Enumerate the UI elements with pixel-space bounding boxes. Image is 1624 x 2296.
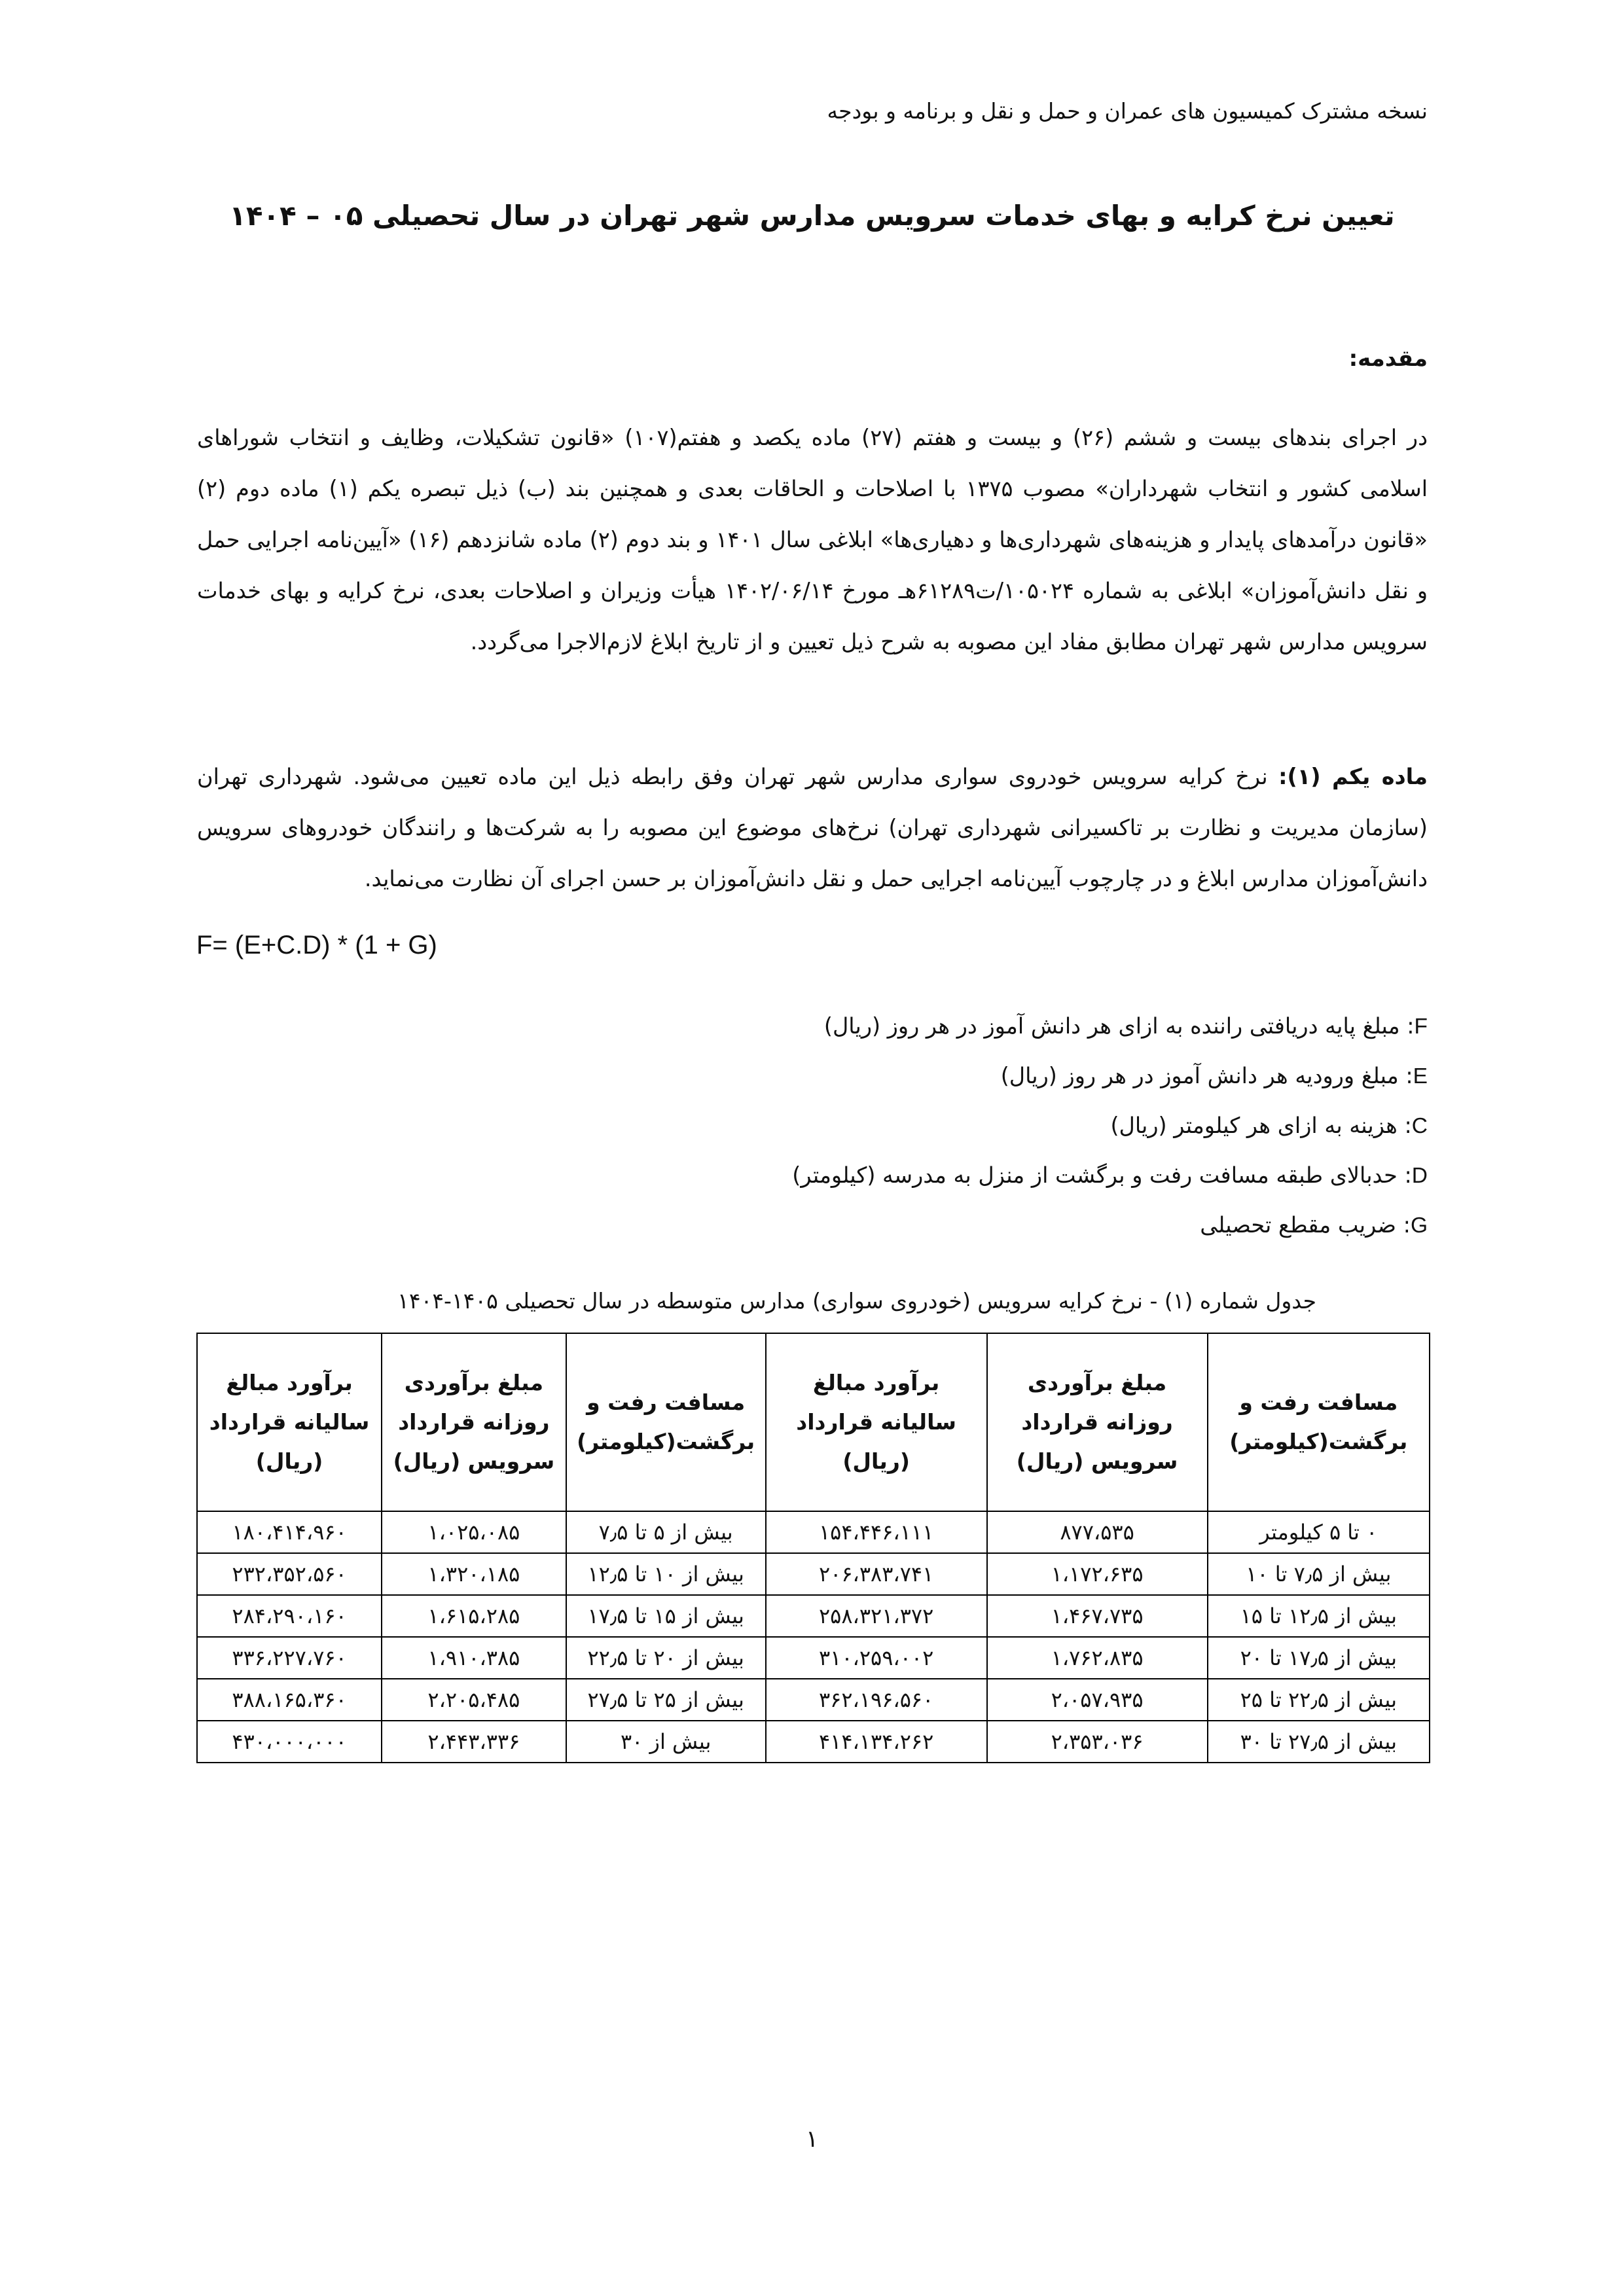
header-annual-amount: برآورد مبالغ سالیانه قرارداد (ریال) (766, 1333, 987, 1511)
table-cell: ۱،۶۱۵،۲۸۵ (382, 1595, 566, 1637)
table-cell: بیش از ۲۲٫۵ تا ۲۵ (1208, 1679, 1430, 1721)
fare-table (196, 1333, 1430, 1763)
table-row (197, 1595, 1430, 1637)
table-cell: ۲۸۴،۲۹۰،۱۶۰ (197, 1595, 382, 1637)
table-cell: بیش از ۱۰ تا ۱۲٫۵ (566, 1553, 766, 1595)
table-cell: ۱،۳۲۰،۱۸۵ (382, 1553, 566, 1595)
table-cell: ۲،۴۴۳،۳۳۶ (382, 1721, 566, 1763)
definition-item (792, 1051, 1428, 1101)
table-cell: بیش از ۲۷٫۵ تا ۳۰ (1208, 1721, 1430, 1763)
page-title: تعیین نرخ کرایه و بهای خدمات سرویس مدارس شهر تهران در سال تحصیلی ۰۵ – ۱۴۰۴ (229, 200, 1395, 232)
table-cell: ۱،۷۶۲،۸۳۵ (987, 1637, 1208, 1679)
header-note: نسخه مشترک کمیسیون های عمران و حمل و نقل و برنامه و بودجه (827, 98, 1428, 124)
table-cell: ۲،۰۵۷،۹۳۵ (987, 1679, 1208, 1721)
page-number: ۱ (805, 2126, 819, 2153)
table-cell: ۳۸۸،۱۶۵،۳۶۰ (197, 1679, 382, 1721)
table-cell: ۲۵۸،۳۲۱،۳۷۲ (766, 1595, 987, 1637)
definition-text: : مبلغ ورودیه هر دانش آموز در هر روز (ریال) (1000, 1063, 1413, 1088)
article-1-paragraph (197, 751, 1428, 905)
table-cell: بیش از ۱۲٫۵ تا ۱۵ (1208, 1595, 1430, 1637)
table-cell: بیش از ۷٫۵ تا ۱۰ (1208, 1553, 1430, 1595)
intro-paragraph: در اجرای بندهای بیست و ششم (۲۶) و بیست و هفتم (۲۷) ماده یکصد و هفتم(۱۰۷) «قانون تشکیلات، وظایف و انتخاب شوراهای اسلامی کشور و انتخاب شهرداران» مصوب ۱۳۷۵ با اصلاحات و الحاقات بعدی و همچنین بند (ب) ذیل تبصره یکم (۱) ماده دوم (۲) «قانون درآمدهای پایدار و هزینه‌های شهرداری‌ها و دهیاری‌ها» ابلاغی سال ۱۴۰۱ و بند دوم (۲) ماده شانزدهم (۱۶) «آیین‌نامه اجرایی حمل و نقل دانش‌آموزان» ابلاغی به شماره ۱۰۵۰۲۴/ت۶۱۲۸۹هـ مورخ ۱۴۰۲/۰۶/۱۴ هیأت وزیران و اصلاحات بعدی، نرخ کرایه و بهای خدمات سرویس مدارس شهر تهران مطابق مفاد این مصوبه به شرح ذیل تعیین و از تاریخ ابلاغ لازم‌الاجرا می‌گردد. (197, 425, 1428, 655)
fare-formula: F= (E+C.D) * (1 + G) (196, 931, 437, 960)
definition-item (792, 1101, 1428, 1151)
table-cell: بیش از ۳۰ (566, 1721, 766, 1763)
table-cell: ۱،۱۷۲،۶۳۵ (987, 1553, 1208, 1595)
definition-text: : حدبالای طبقه مسافت رفت و برگشت از منزل به مدرسه (کیلومتر) (792, 1162, 1412, 1188)
definition-var: D (1411, 1164, 1428, 1188)
table-cell: ۱،۴۶۷،۷۳۵ (987, 1595, 1208, 1637)
table-cell: ۳۱۰،۲۵۹،۰۰۲ (766, 1637, 987, 1679)
header-distance: مسافت رفت و برگشت(کیلومتر) (566, 1333, 766, 1511)
table-row (197, 1511, 1430, 1553)
article-1-body: نرخ کرایه سرویس خودروی سواری مدارس شهر تهران وفق رابطه ذیل این ماده تعیین می‌شود. شهرداری تهران (سازمان مدیریت و نظارت بر تاکسیرانی شهرداری تهران) نرخ‌های موضوع این مصوبه را به شرکت‌ها و رانندگان خودروهای سرویس دانش‌آموزان مدارس ابلاغ و در چارچوب آیین‌نامه اجرایی حمل و نقل دانش‌آموزان بر حسن اجرای آن نظارت می‌نماید. (197, 764, 1428, 891)
header-daily-amount: مبلغ برآوردی روزانه قرارداد سرویس (ریال) (987, 1333, 1208, 1511)
definition-item (792, 1151, 1428, 1200)
table-cell: ۴۳۰،۰۰۰،۰۰۰ (197, 1721, 382, 1763)
definition-item (792, 1200, 1428, 1250)
table-header-row (197, 1333, 1430, 1511)
table-row (197, 1721, 1430, 1763)
table-cell: ۱،۹۱۰،۳۸۵ (382, 1637, 566, 1679)
definition-text: : مبلغ پایه دریافتی راننده به ازای هر دانش آموز در هر روز (ریال) (823, 1013, 1415, 1039)
table-cell: ۲،۲۰۵،۴۸۵ (382, 1679, 566, 1721)
table-row (197, 1679, 1430, 1721)
table-cell: بیش از ۲۰ تا ۲۲٫۵ (566, 1637, 766, 1679)
table-cell: ۱،۰۲۵،۰۸۵ (382, 1511, 566, 1553)
table-cell: ۰ تا ۵ کیلومتر (1208, 1511, 1430, 1553)
definition-var: C (1411, 1114, 1428, 1138)
header-distance: مسافت رفت و برگشت(کیلومتر) (1208, 1333, 1430, 1511)
definition-var: E (1413, 1064, 1428, 1088)
article-1-lead: ماده یکم (۱): (1278, 764, 1428, 789)
definition-var: G (1410, 1213, 1428, 1238)
header-annual-amount: برآورد مبالغ سالیانه قرارداد (ریال) (197, 1333, 382, 1511)
table-row (197, 1637, 1430, 1679)
table-cell: ۴۱۴،۱۳۴،۲۶۲ (766, 1721, 987, 1763)
definition-text: : هزینه به ازای هر کیلومتر (ریال) (1110, 1113, 1412, 1138)
table-row (197, 1553, 1430, 1595)
table-cell: بیش از ۱۷٫۵ تا ۲۰ (1208, 1637, 1430, 1679)
table-cell: بیش از ۵ تا ۷٫۵ (566, 1511, 766, 1553)
table-cell: ۳۳۶،۲۲۷،۷۶۰ (197, 1637, 382, 1679)
table-cell: ۲۳۲،۳۵۲،۵۶۰ (197, 1553, 382, 1595)
intro-heading: مقدمه: (1348, 346, 1428, 372)
table-cell: ۲۰۶،۳۸۳،۷۴۱ (766, 1553, 987, 1595)
table-cell: ۲،۳۵۳،۰۳۶ (987, 1721, 1208, 1763)
definition-var: F (1414, 1014, 1428, 1039)
table-cell: ۱۵۴،۴۴۶،۱۱۱ (766, 1511, 987, 1553)
table-cell: ۳۶۲،۱۹۶،۵۶۰ (766, 1679, 987, 1721)
table-caption: جدول شماره (۱) - نرخ کرایه سرویس (خودروی سواری) مدارس متوسطه در سال تحصیلی ۱۴۰۵-۱۴۰۴ (397, 1288, 1316, 1314)
definition-text: : ضریب مقطع تحصیلی (1200, 1212, 1411, 1238)
definition-item (792, 1001, 1428, 1051)
header-daily-amount: مبلغ برآوردی روزانه قرارداد سرویس (ریال) (382, 1333, 566, 1511)
table-cell: بیش از ۲۵ تا ۲۷٫۵ (566, 1679, 766, 1721)
table-cell: بیش از ۱۵ تا ۱۷٫۵ (566, 1595, 766, 1637)
formula-definitions (792, 1001, 1428, 1250)
table-cell: ۸۷۷،۵۳۵ (987, 1511, 1208, 1553)
table-cell: ۱۸۰،۴۱۴،۹۶۰ (197, 1511, 382, 1553)
